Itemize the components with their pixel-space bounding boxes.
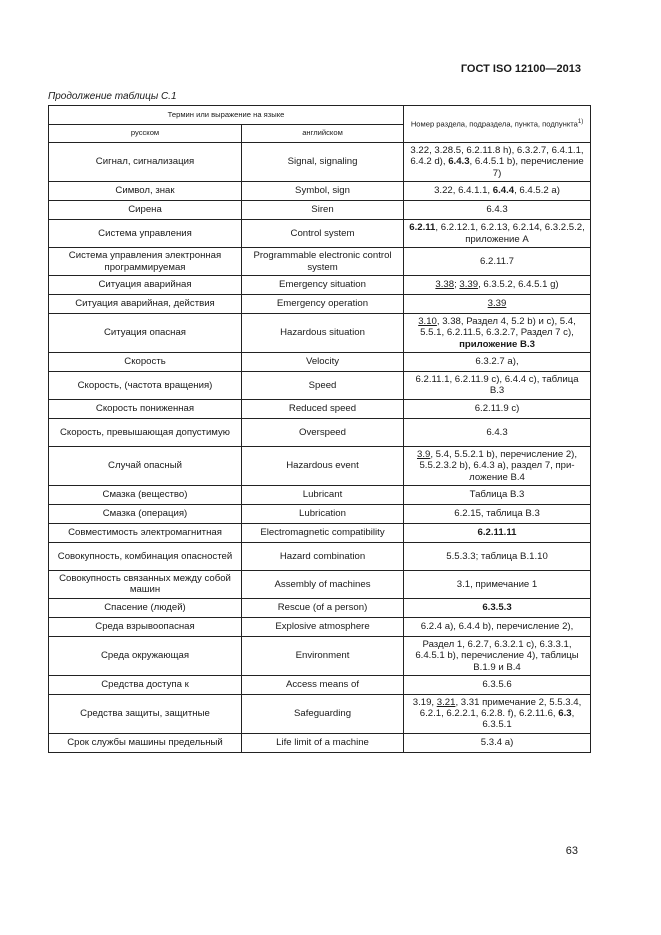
- table-row: [49, 636, 591, 675]
- table-row: [49, 220, 591, 248]
- table-row: [49, 182, 591, 201]
- reference-text: , 6.4.5.2 а): [514, 185, 560, 197]
- reference-text: 6.3.5.6: [482, 679, 512, 691]
- term-russian: Сирена: [49, 201, 242, 220]
- reference-text: 6.2.4 а), 6.4.4 b), перечисление 2),: [420, 621, 574, 633]
- term-english: Velocity: [242, 352, 404, 371]
- table-row: [49, 399, 591, 418]
- term-russian: Совокупность связанных между собой машин: [49, 570, 242, 598]
- term-russian: Смазка (вещество): [49, 485, 242, 504]
- reference-text: 3.1, примечание 1: [456, 578, 538, 590]
- term-english: Rescue (of a person): [242, 598, 404, 617]
- section-reference: [404, 523, 591, 542]
- term-english: Lubrication: [242, 504, 404, 523]
- header-section-number: [404, 106, 591, 143]
- table-row: [49, 523, 591, 542]
- section-reference: [404, 598, 591, 617]
- table-row: [49, 248, 591, 276]
- section-reference: [404, 617, 591, 636]
- reference-text: , 3.38, Раздел 4, 5.2 b) и с), 5.4, 5.5.1, 6.2.11.5, 6.3.2.7, Раздел 7 с),: [420, 316, 576, 339]
- reference-underlined: 3.10: [418, 316, 437, 327]
- term-english: Hazardous situation: [242, 314, 404, 353]
- reference-text: 6.2.11.7: [480, 255, 514, 267]
- section-reference: [404, 201, 591, 220]
- table-row: [49, 542, 591, 570]
- reference-text: ;: [454, 279, 460, 291]
- reference-text: Раздел 1, 6.2.7, 6.3.2.1 с), 6.3.3.1, 6.4.5.1 b), перечисление 4), таблицы В.1.9 и В.4: [415, 638, 579, 673]
- section-reference: [404, 352, 591, 371]
- term-russian: Система управления электронная программируемая: [49, 248, 242, 276]
- reference-underlined: 3.9: [416, 448, 431, 460]
- table-row: [49, 418, 591, 446]
- table-row: [49, 598, 591, 617]
- term-russian: Символ, знак: [49, 182, 242, 201]
- term-russian: Случай опасный: [49, 446, 242, 485]
- term-english: Assembly of machines: [242, 570, 404, 598]
- term-english: Siren: [242, 201, 404, 220]
- terms-table: [48, 105, 591, 753]
- section-reference: [404, 446, 591, 485]
- table-row: [49, 276, 591, 295]
- reference-text: 6.2.11.9 с): [474, 403, 520, 415]
- table-row: [49, 295, 591, 314]
- section-reference: [404, 314, 591, 353]
- term-english: Emergency operation: [242, 295, 404, 314]
- section-reference: [404, 418, 591, 446]
- header-term-language: Термин или выражение на языке: [49, 106, 404, 125]
- table-row: [49, 694, 591, 733]
- term-russian: Совместимость электромагнитная: [49, 523, 242, 542]
- reference-text: , 6.4.5.1 b), перечисление 7): [469, 156, 584, 179]
- header-english: английском: [242, 125, 404, 143]
- term-english: Symbol, sign: [242, 182, 404, 201]
- reference-text: 6.2.11.1, 6.2.11.9 с), 6.4.4 с), таблица В.3: [415, 374, 579, 397]
- reference-text: 6.4.3: [486, 204, 508, 216]
- table-row: [49, 314, 591, 353]
- table-row: [49, 617, 591, 636]
- term-russian: Скорость, превышающая допустимую: [49, 418, 242, 446]
- reference-text: 6.3.2.7 а),: [475, 356, 519, 368]
- term-russian: Ситуация опасная: [49, 314, 242, 353]
- table-row: [49, 570, 591, 598]
- table-row: [49, 446, 591, 485]
- term-russian: Средства защиты, защитные: [49, 694, 242, 733]
- term-russian: Совокупность, комбинация опасностей: [49, 542, 242, 570]
- term-english: Control system: [242, 220, 404, 248]
- reference-text: , 6.3.5.1: [482, 708, 575, 731]
- term-english: Emergency situation: [242, 276, 404, 295]
- section-reference: [404, 733, 591, 752]
- term-russian: Смазка (операция): [49, 504, 242, 523]
- reference-text: 3.22, 3.28.5, 6.2.11.8 h), 6.3.2.7, 6.4.1.1, 6.4.2 d),: [410, 145, 584, 168]
- reference-text: 3.22, 6.4.1.1,: [434, 185, 493, 197]
- header-russian: русском: [49, 125, 242, 143]
- reference-text: Таблица В.3: [469, 489, 525, 501]
- reference-text: , 6.2.12.1, 6.2.13, 6.2.14, 6.3.2.5.2, приложение А: [435, 222, 585, 245]
- section-reference: [404, 143, 591, 182]
- term-english: Access means of: [242, 675, 404, 694]
- table-row: [49, 143, 591, 182]
- reference-bold: 6.4.4: [492, 185, 515, 197]
- footnote-marker: 1): [577, 118, 584, 125]
- term-russian: Ситуация аварийная: [49, 276, 242, 295]
- table-row: [49, 371, 591, 399]
- term-english: Life limit of a machine: [242, 733, 404, 752]
- term-russian: Среда взрывоопасная: [49, 617, 242, 636]
- section-reference: [404, 220, 591, 248]
- term-russian: Скорость, (частота вращения): [49, 371, 242, 399]
- section-reference: [404, 182, 591, 201]
- term-russian: Средства доступа к: [49, 675, 242, 694]
- section-reference: [404, 248, 591, 276]
- section-reference: [404, 636, 591, 675]
- term-russian: Скорость: [49, 352, 242, 371]
- page-number: 63: [565, 845, 578, 857]
- section-reference: [404, 675, 591, 694]
- term-english: Hazardous event: [242, 446, 404, 485]
- reference-bold: 6.2.11: [409, 222, 436, 234]
- reference-bold: 6.3: [558, 708, 572, 720]
- term-russian: Скорость пониженная: [49, 399, 242, 418]
- term-russian: Спасение (людей): [49, 598, 242, 617]
- section-reference: [404, 295, 591, 314]
- reference-text: 3.19,: [412, 696, 437, 708]
- term-english: Safeguarding: [242, 694, 404, 733]
- reference-underlined: 3.38: [435, 279, 455, 291]
- reference-text: , 5.4, 5.5.2.1 b), перечисление 2), 5.5.2.3.2 b), 6.4.3 а), раздел 7, при-ложение В.4: [419, 448, 578, 483]
- section-reference: [404, 504, 591, 523]
- reference-bold: приложение В.3: [459, 338, 535, 350]
- table-row: [49, 733, 591, 752]
- term-english: Programmable electronic control system: [242, 248, 404, 276]
- reference-text: 5.5.3.3; таблица В.1.10: [446, 550, 548, 562]
- table-row: [49, 504, 591, 523]
- section-reference: [404, 570, 591, 598]
- term-english: Reduced speed: [242, 399, 404, 418]
- term-russian: Срок службы машины предельный: [49, 733, 242, 752]
- term-english: Hazard combination: [242, 542, 404, 570]
- section-reference: [404, 276, 591, 295]
- term-english: Lubricant: [242, 485, 404, 504]
- reference-text: , 6.3.5.2, 6.4.5.1 g): [478, 279, 559, 291]
- table-row: [49, 485, 591, 504]
- section-reference: [404, 371, 591, 399]
- reference-text: 6.4.3: [486, 426, 508, 438]
- table-row: [49, 352, 591, 371]
- term-russian: Сигнал, сигнализация: [49, 143, 242, 182]
- reference-bold: 6.3.5.3: [482, 602, 512, 614]
- reference-text: 5.3.4 а): [480, 737, 514, 749]
- section-reference: [404, 542, 591, 570]
- section-reference: [404, 485, 591, 504]
- term-russian: Среда окружающая: [49, 636, 242, 675]
- header-section-number-text: Номер раздела, подраздела, пункта, подпункта: [410, 119, 578, 129]
- term-english: Signal, signaling: [242, 143, 404, 182]
- term-english: Environment: [242, 636, 404, 675]
- term-english: Explosive atmosphere: [242, 617, 404, 636]
- document-id: ГОСТ ISO 12100—2013: [460, 63, 581, 75]
- reference-underlined: 3.39: [459, 279, 479, 291]
- reference-underlined: 3.21: [436, 696, 456, 708]
- section-reference: [404, 694, 591, 733]
- section-reference: [404, 399, 591, 418]
- reference-text: , 3.31 примечание 2, 5.5.3.4, 6.2.1, 6.2.2.1, 6.2.8. f), 6.2.11.6,: [419, 696, 582, 720]
- term-english: Overspeed: [242, 418, 404, 446]
- table-caption: Продолжение таблицы С.1: [48, 91, 177, 102]
- reference-underlined: 3.39: [487, 298, 507, 310]
- reference-text: 6.2.15, таблица В.3: [454, 508, 540, 520]
- reference-bold: 6.2.11.11: [477, 527, 517, 539]
- table-row: [49, 201, 591, 220]
- term-english: Speed: [242, 371, 404, 399]
- reference-bold: 6.4.3: [448, 156, 470, 168]
- table-row: [49, 675, 591, 694]
- term-english: Electromagnetic compatibility: [242, 523, 404, 542]
- term-russian: Система управления: [49, 220, 242, 248]
- term-russian: Ситуация аварийная, действия: [49, 295, 242, 314]
